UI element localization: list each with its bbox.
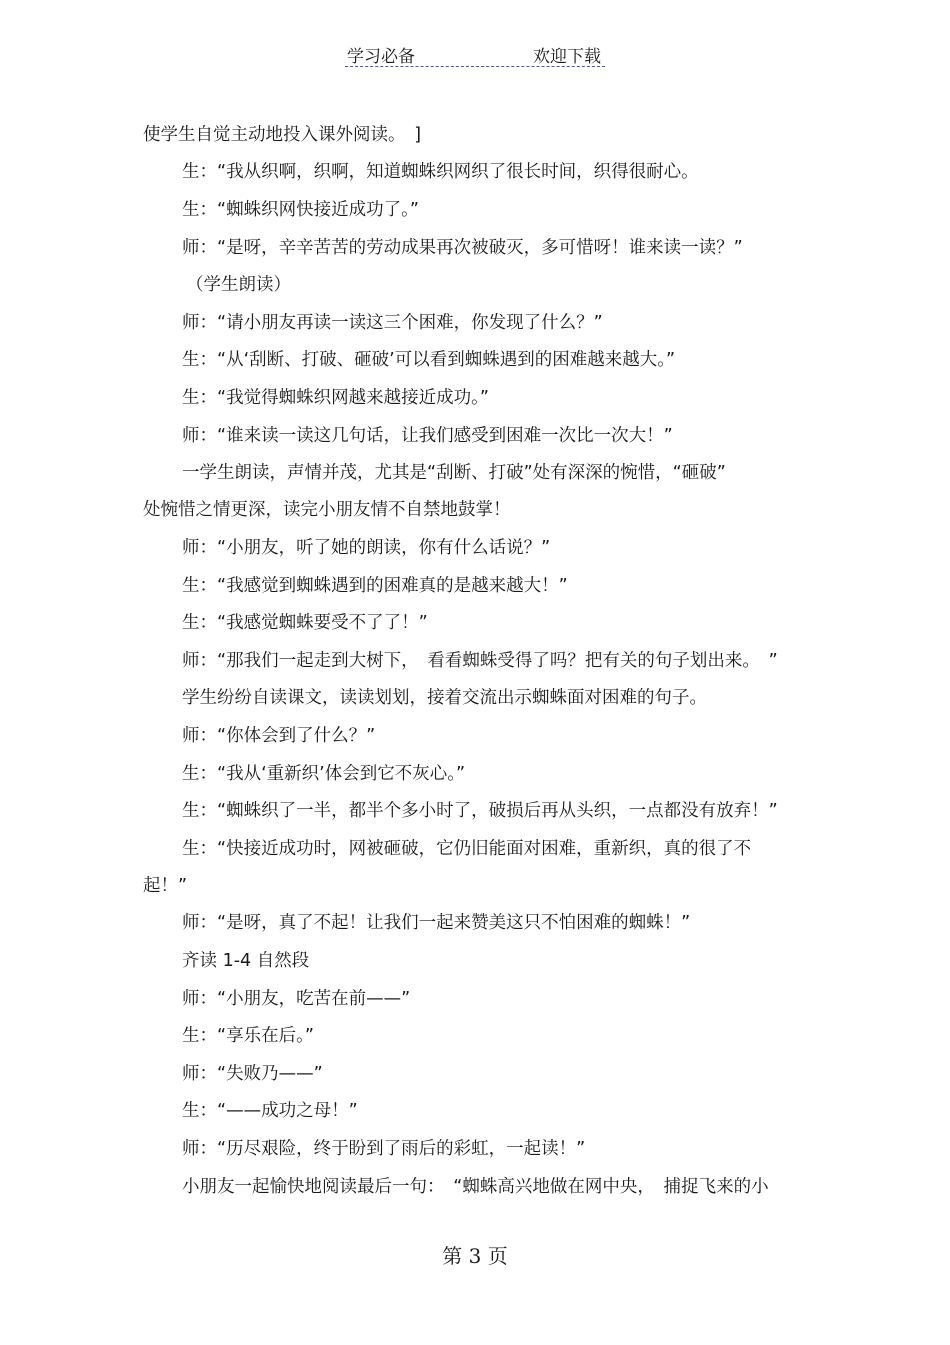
paragraph-line: 师：“历尽艰险，终于盼到了雨后的彩虹，一起读！” [182, 1139, 586, 1159]
page-number: 第 3 页 [442, 1244, 508, 1268]
paragraph-line: 师：“那我们一起走到大树下， 看看蜘蛛受得了吗？把有关的句子划出来。 ” [182, 651, 778, 671]
paragraph-line: 生：“我感觉到蜘蛛遇到的困难真的是越来越大！” [182, 576, 568, 596]
paragraph-line: 师：“谁来读一读这几句话，让我们感受到困难一次比一次大！” [182, 426, 673, 446]
paragraph-line: 生：“蜘蛛织网快接近成功了。” [182, 200, 419, 220]
paragraph-line: 齐读 1-4 自然段 [182, 951, 310, 971]
paragraph-line: 一学生朗读，声情并茂，尤其是“刮断、打破”处有深深的惋惜，“砸破” [182, 463, 726, 483]
paragraph-line: 师：“请小朋友再读一读这三个困难，你发现了什么？” [182, 313, 603, 333]
paragraph-line: 生：“享乐在后。” [182, 1026, 314, 1046]
paragraph-line: 生：“我感觉蜘蛛要受不了了！” [182, 613, 428, 633]
header-right-text: 欢迎下载 [533, 47, 601, 67]
paragraph-line: 生：“我从‘重新织’体会到它不灰心。” [182, 764, 466, 784]
paragraph-line: 师：“小朋友，听了她的朗读，你有什么话说？” [182, 538, 551, 558]
paragraph-line: 起！” [143, 876, 188, 896]
paragraph-line: （学生朗读） [186, 275, 291, 295]
paragraph-line: 生：“蜘蛛织了一半，都半个多小时了，破损后再从头织，一点都没有放弃！” [182, 801, 778, 821]
paragraph-line: 师：“你体会到了什么？” [182, 726, 376, 746]
paragraph-line: 使学生自觉主动地投入课外阅读。 ] [143, 125, 422, 145]
paragraph-line: 处惋惜之情更深，读完小朋友情不自禁地鼓掌！ [143, 500, 511, 520]
paragraph-line: 学生纷纷自读课文，读读划划，接着交流出示蜘蛛面对困难的句子。 [182, 688, 707, 708]
paragraph-line: 生：“我觉得蜘蛛织网越来越接近成功。” [182, 388, 489, 408]
paragraph-line: 小朋友一起愉快地阅读最后一句： “蜘蛛高兴地做在网中央， 捕捉飞来的小 [182, 1177, 769, 1197]
paragraph-line: 生：“快接近成功时，网被砸破，它仍旧能面对困难，重新织，真的很了不 [182, 839, 752, 859]
paragraph-line: 师：“是呀，辛辛苦苦的劳动成果再次被破灭，多可惜呀！谁来读一读？” [182, 238, 743, 258]
paragraph-line: 生：“从‘刮断、打破、砸破’可以看到蜘蛛遇到的困难越来越大。” [182, 350, 676, 370]
paragraph-line: 师：“小朋友，吃苦在前——” [182, 989, 411, 1009]
paragraph-line: 生：“我从织啊，织啊，知道蜘蛛织网织了很长时间，织得很耐心。 [182, 162, 699, 182]
page-header [345, 40, 605, 67]
paragraph-line: 师：“是呀，真了不起！让我们一起来赞美这只不怕困难的蜘蛛！” [182, 913, 691, 933]
paragraph-line: 生：“——成功之母！” [182, 1101, 358, 1121]
paragraph-line: 师：“失败乃——” [182, 1064, 323, 1084]
header-left-text: 学习必备 [347, 47, 415, 67]
